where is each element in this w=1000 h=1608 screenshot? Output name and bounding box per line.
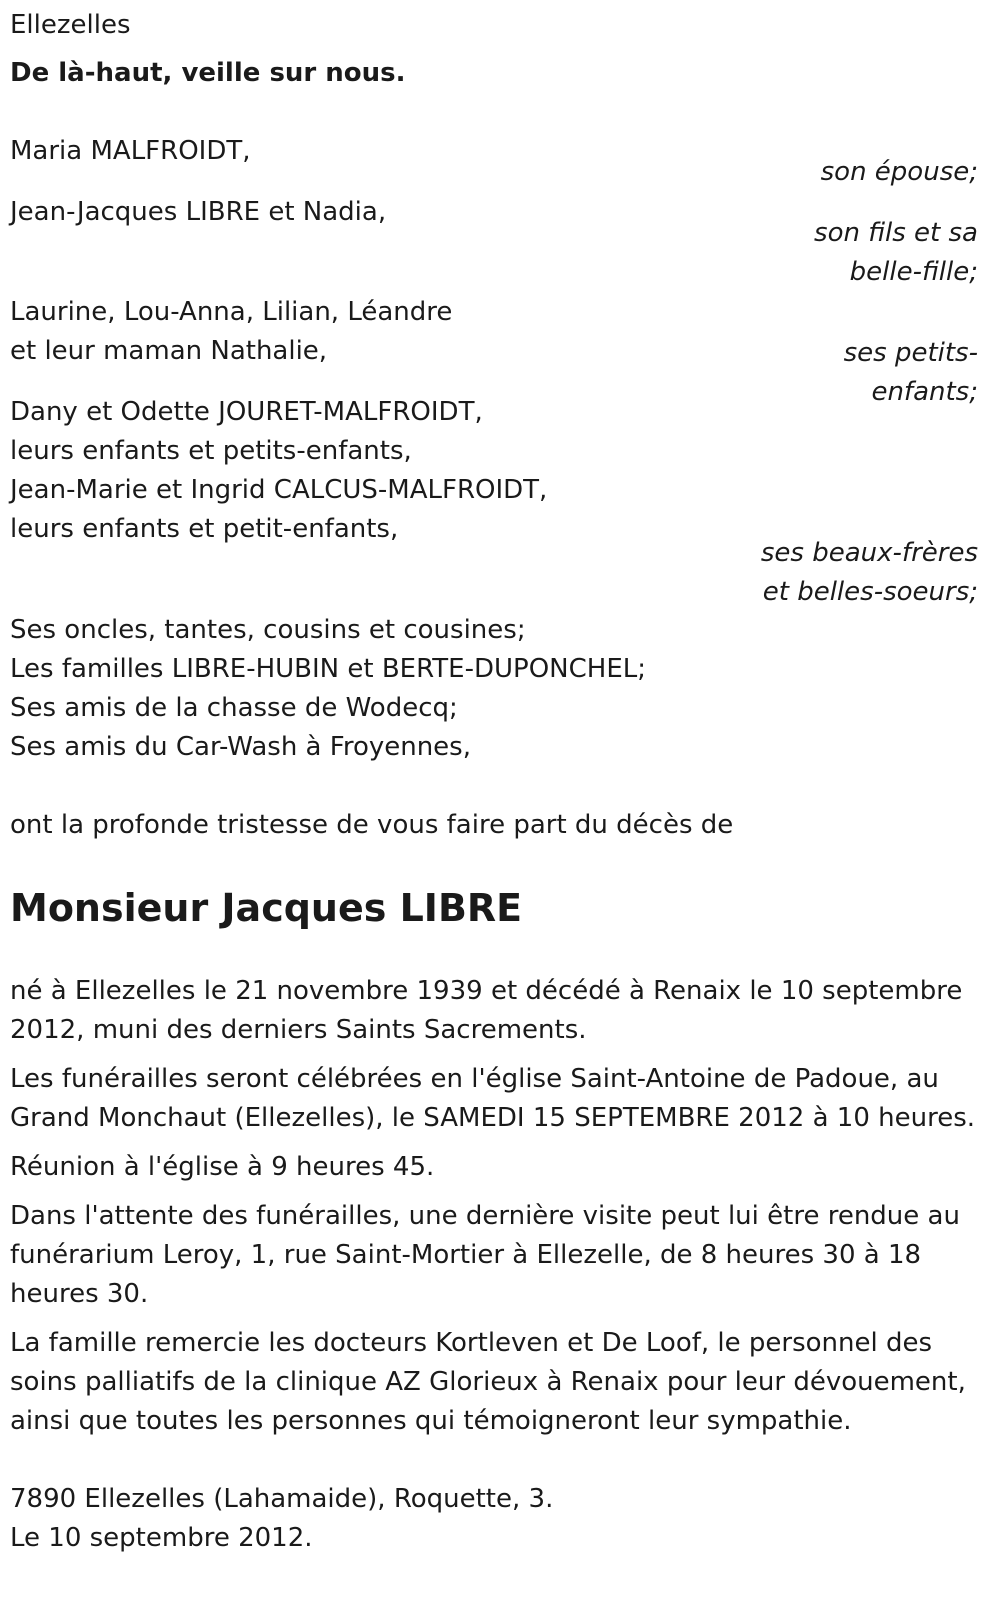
family-name-line: Laurine, Lou-Anna, Lilian, Léandre: [10, 297, 453, 327]
family-son: [10, 193, 978, 293]
family-names: [10, 132, 730, 171]
announcement: ont la profonde tristesse de vous faire part du décès de: [10, 810, 734, 840]
other-relatives-line: Ses amis de la chasse de Wodecq;: [10, 693, 458, 723]
birth-death-paragraph: né à Ellezelles le 21 novembre 1939 et décédé à Renaix le 10 septembre 2012, muni des derniers Saints Sacrements.: [10, 976, 963, 1045]
family-names: [10, 293, 730, 371]
family-name-line: Jean-Jacques LIBRE et Nadia,: [10, 197, 387, 227]
visit-paragraph: Dans l'attente des funérailles, une dernière visite peut lui être rendue au funérarium Leroy, 1, rue Saint-Mortier à Ellezelle, de 8 heures 30 à 18 heures 30.: [10, 1201, 960, 1309]
family-names: [10, 393, 730, 549]
thanks-paragraph: La famille remercie les docteurs Kortleven et De Loof, le personnel des soins palliatifs de la clinique AZ Glorieux à Renaix pour leur dévouement, ainsi que toutes les personnes qui témoigneront leur sympathie.: [10, 1328, 966, 1436]
family-name-line: leurs enfants et petit-enfants,: [10, 514, 399, 544]
family-names: [10, 193, 730, 232]
address: 7890 Ellezelles (Lahamaide), Roquette, 3.: [10, 1484, 554, 1514]
death-notice: [10, 6, 978, 1558]
family-relation: son fils et sa belle-fille;: [814, 218, 978, 287]
family-relation: ses beaux-frères et belles-soeurs;: [760, 538, 978, 607]
family-name-line: leurs enfants et petits-enfants,: [10, 436, 412, 466]
other-relatives-line: Ses amis du Car-Wash à Froyennes,: [10, 732, 471, 762]
family-name-line: et leur maman Nathalie,: [10, 336, 328, 366]
notice-date: Le 10 septembre 2012.: [10, 1523, 313, 1553]
other-relatives-line: Les familles LIBRE-HUBIN et BERTE-DUPONCHEL;: [10, 654, 646, 684]
other-relatives: [10, 611, 978, 767]
deceased-name: Monsieur Jacques LIBRE: [10, 886, 523, 930]
family-name-line: Maria MALFROIDT,: [10, 136, 251, 166]
family-in-laws: [10, 393, 978, 611]
family-spouse: [10, 132, 978, 193]
family-relation: ses petits-enfants;: [843, 338, 978, 407]
city-heading: Ellezelles: [10, 10, 131, 40]
family-name-line: Dany et Odette JOURET-MALFROIDT,: [10, 397, 483, 427]
family-relation: son épouse;: [820, 157, 978, 187]
family-name-line: Jean-Marie et Ingrid CALCUS-MALFROIDT,: [10, 475, 548, 505]
other-relatives-line: Ses oncles, tantes, cousins et cousines;: [10, 615, 526, 645]
footer: [10, 1480, 978, 1558]
funeral-paragraph: Les funérailles seront célébrées en l'église Saint-Antoine de Padoue, au Grand Monchaut (Ellezelles), le SAMEDI 15 SEPTEMBRE 2012 à 10 heures.: [10, 1064, 976, 1133]
meeting-paragraph: Réunion à l'église à 9 heures 45.: [10, 1152, 435, 1182]
motto: De là-haut, veille sur nous.: [10, 58, 406, 88]
family-grandchildren: [10, 293, 978, 407]
